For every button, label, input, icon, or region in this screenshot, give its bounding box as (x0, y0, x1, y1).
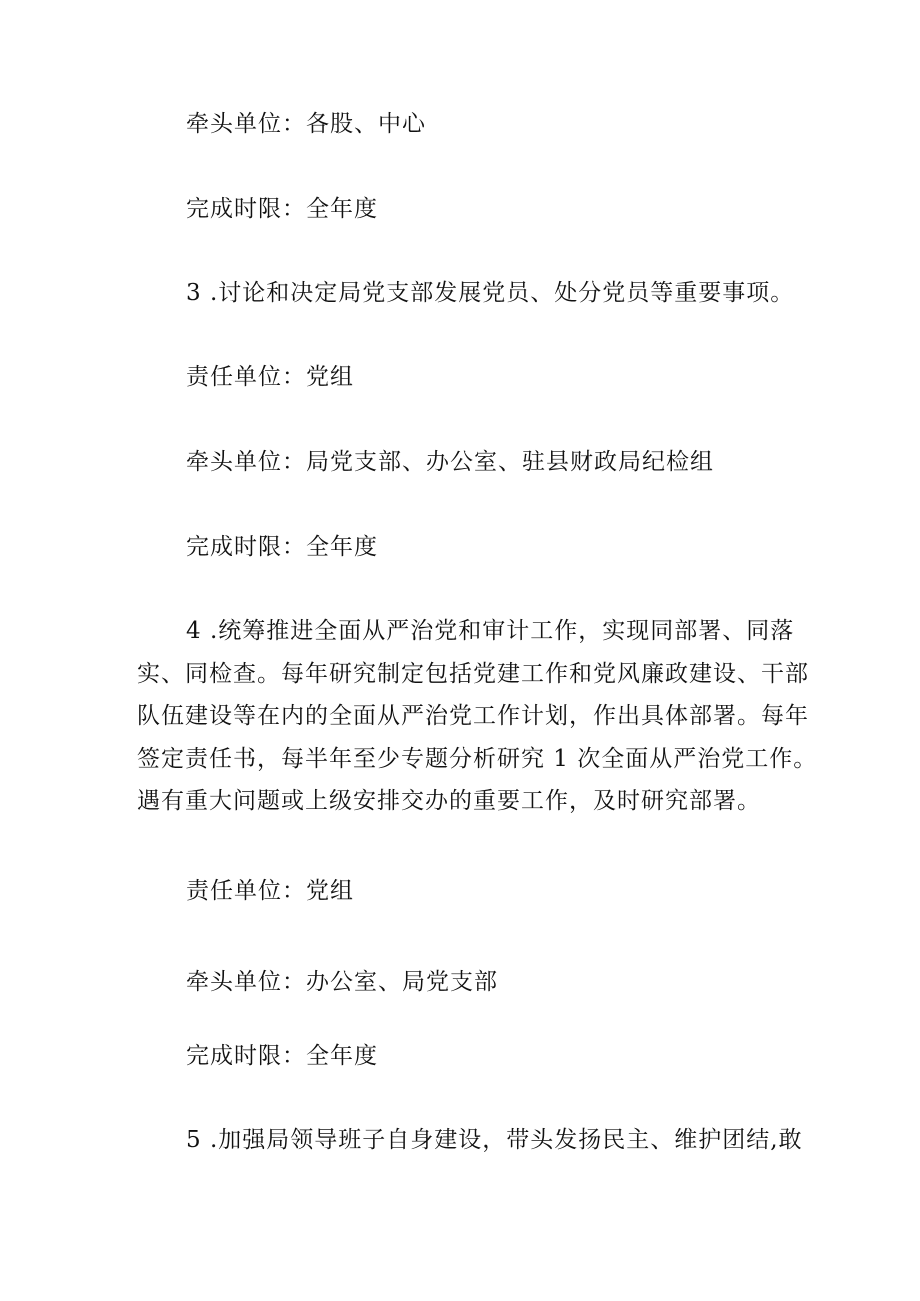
lead-unit-line: 牵头单位：办公室、局党支部 (186, 969, 498, 995)
item-3-text: 3 .讨论和决定局党支部发展党员、处分党员等重要事项。 (186, 280, 795, 306)
lead-unit-line: 牵头单位：局党支部、办公室、驻县财政局纪检组 (186, 449, 714, 475)
lead-unit-line: 牵头单位：各股、中心 (186, 111, 426, 137)
item-4-paragraph (137, 610, 817, 823)
item-4-line: 签定责任书，每半年至少专题分析研究 1 次全面从严治党工作。 (137, 745, 818, 772)
deadline-line: 完成时限：全年度 (186, 196, 378, 222)
item-4-line: 遇有重大问题或上级安排交办的重要工作，及时研究部署。 (137, 788, 761, 814)
deadline-line: 完成时限：全年度 (186, 1043, 378, 1069)
responsible-unit-line: 责任单位：党组 (186, 364, 354, 390)
item-4-line: 实、同检查。每年研究制定包括党建工作和党风廉政建设、干部 (137, 660, 809, 687)
item-5-text: 5 .加强局领导班子自身建设，带头发扬民主、维护团结,敢 (186, 1127, 803, 1153)
item-4-line: 队伍建设等在内的全面从严治党工作计划，作出具体部署。每年 (137, 703, 809, 729)
deadline-line: 完成时限：全年度 (186, 534, 378, 560)
responsible-unit-line: 责任单位：党组 (186, 878, 354, 904)
item-4-line: 4 .统筹推进全面从严治党和审计工作，实现同部署、同落 (186, 618, 795, 644)
